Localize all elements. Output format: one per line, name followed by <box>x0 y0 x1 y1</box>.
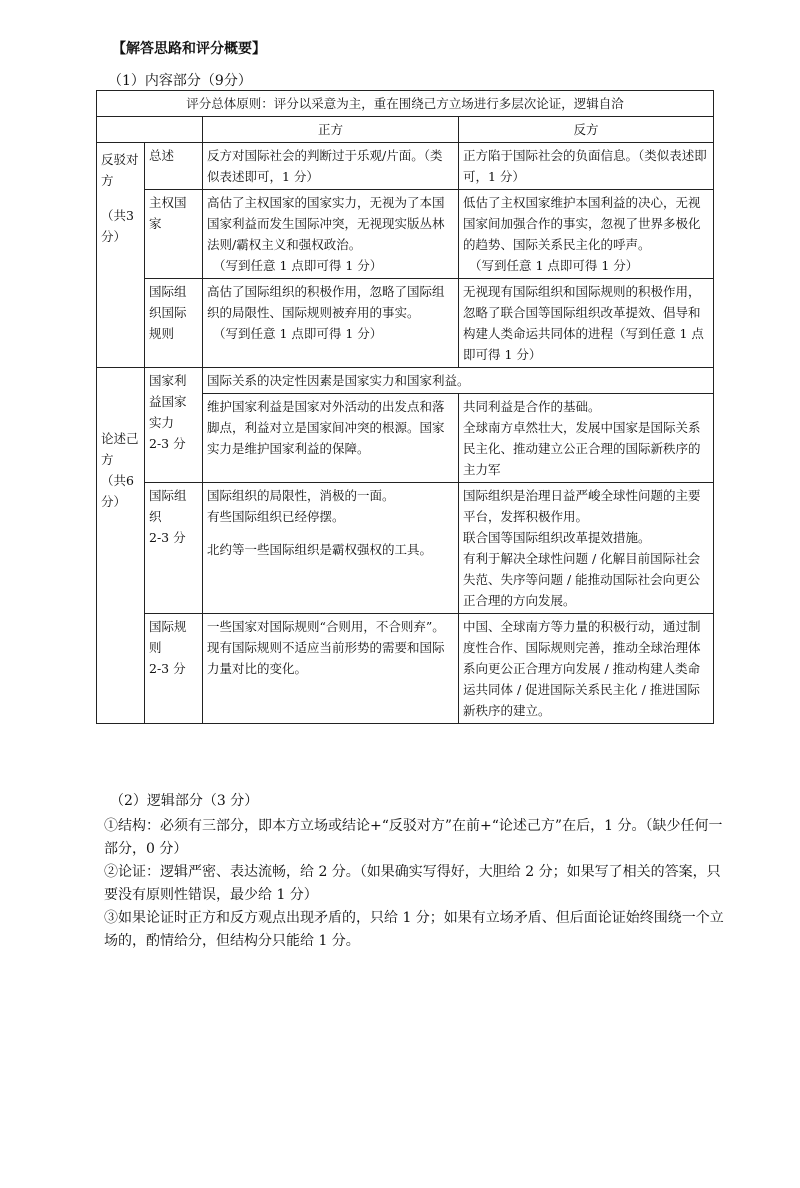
group-label-text: 论述己方 <box>101 431 139 467</box>
table-row <box>97 368 714 394</box>
row-label: 国际组织国际规则 <box>145 279 203 368</box>
row-label: 总述 <box>145 143 203 190</box>
con-note: （写到任意 1 点即可得 1 分） <box>469 258 639 273</box>
con-cell: 中国、全球南方等力量的积极行动，通过制度性合作、国际规则完善，推动全球治理体系向更公正合理方向发展 / 推动构建人类命运共同体 / 促进国际关系民主化 / 推进国际新秩序的建立。 <box>459 614 714 724</box>
con-cell <box>459 483 714 614</box>
group-points: （共3分） <box>101 208 134 244</box>
table-row <box>97 190 714 279</box>
pro-cell: 反方对国际社会的判断过于乐观/片面。（类似表述即可，1 分） <box>203 143 459 190</box>
pro-cell <box>203 279 459 368</box>
con-cell: 无视现有国际组织和国际规则的积极作用，忽略了联合国等国际组织改革提效、倡导和构建人类命运共同体的进程（写到任意 1 点即可得 1 分） <box>459 279 714 368</box>
row-points: 2-3 分 <box>149 530 186 545</box>
pro-note: （写到任意 1 点即可得 1 分） <box>213 326 383 341</box>
header-blank <box>97 117 203 143</box>
pro-cell <box>203 614 459 724</box>
rebut-group-label <box>97 143 145 368</box>
row-points: 2-3 分 <box>149 436 186 451</box>
con-cell <box>459 394 714 483</box>
pro-text: 国际组织的局限性，消极的一面。 <box>207 488 395 503</box>
pro-text: 一些国家对国际规则“合则用，不合则弃”。 <box>207 619 445 634</box>
shared-cell: 国际关系的决定性因素是国家实力和国家利益。 <box>203 368 714 394</box>
table-row <box>97 279 714 368</box>
table-row <box>97 483 714 614</box>
con-text: 国际组织是治理日益严峻全球性问题的主要平台，发挥积极作用。 <box>463 488 701 524</box>
group-label-text: 反驳对方 <box>101 152 139 188</box>
logic-section-title: （2）逻辑部分（3 分） <box>110 793 259 809</box>
content-section-title: （1）内容部分（9分） <box>108 73 252 89</box>
page-heading: 【解答思路和评分概要】 <box>112 41 266 57</box>
scoring-table <box>96 90 714 724</box>
pro-cell: 维护国家利益是国家对外活动的出发点和落脚点，利益对立是国家间冲突的根源。国家实力是维护国家利益的保障。 <box>203 394 459 483</box>
row-label <box>145 483 203 614</box>
pro-text: 高估了主权国家的国家实力，无视为了本国国家利益而发生国际冲突，无视现实版丛林法则/霸权主义和强权政治。 <box>207 195 445 252</box>
principle-row <box>97 91 714 117</box>
logic-item-argument: ②论证：逻辑严密、表达流畅，给 2 分。（如果确实写得好，大胆给 2 分；如果写了相关的答案，只要没有原则性错误，最少给 1 分） <box>104 864 721 903</box>
pro-text: 现有国际规则不适应当前形势的需要和国际力量对比的变化。 <box>207 640 445 676</box>
row-points: 2-3 分 <box>149 661 186 676</box>
row-label-text: 国际组织 <box>149 488 187 524</box>
pro-cell <box>203 483 459 614</box>
con-cell <box>459 190 714 279</box>
principle-cell: 评分总体原则：评分以采意为主，重在围绕己方立场进行多层次论证，逻辑自洽 <box>97 91 714 117</box>
con-text: 全球南方卓然壮大，发展中国家是国际关系民主化、推动建立公正合理的国际新秩序的主力军 <box>463 420 701 477</box>
column-header-con: 反方 <box>459 117 714 143</box>
pro-cell <box>203 190 459 279</box>
con-text: 有利于解决全球性问题 / 化解目前国际社会失范、失序等问题 / 能推动国际社会向更公正合理的方向发展。 <box>463 551 701 608</box>
table-row <box>97 143 714 190</box>
pro-text: 北约等一些国际组织是霸权强权的工具。 <box>207 542 433 557</box>
column-header-row <box>97 117 714 143</box>
group-points: （共6分） <box>101 473 134 509</box>
row-label-text: 国家利益国家实力 <box>149 373 187 430</box>
argue-group-label <box>97 368 145 724</box>
pro-note: （写到任意 1 点即可得 1 分） <box>213 258 383 273</box>
row-label <box>145 614 203 724</box>
con-text: 联合国等国际组织改革提效措施。 <box>463 530 651 545</box>
logic-item-contradiction: ③如果论证时正方和反方观点出现矛盾的，只给 1 分；如果有立场矛盾、但后面论证始终围绕一个立场的，酌情给分，但结构分只能给 1 分。 <box>104 910 724 949</box>
con-text: 低估了主权国家维护本国利益的决心，无视国家间加强合作的事实，忽视了世界多极化的趋势、国际关系民主化的呼声。 <box>463 195 701 252</box>
pro-text: 高估了国际组织的积极作用，忽略了国际组织的局限性、国际规则被弃用的事实。 <box>207 284 445 320</box>
pro-text: 有些国际组织已经停摆。 <box>207 509 345 524</box>
row-label-text: 国际规则 <box>149 619 187 655</box>
con-cell: 正方陷于国际社会的负面信息。（类似表述即可，1 分） <box>459 143 714 190</box>
row-label <box>145 368 203 483</box>
logic-item-structure: ①结构：必须有三部分，即本方立场或结论+“反驳对方”在前+“论述己方”在后，1 分。（缺少任何一部分，0 分） <box>104 818 723 857</box>
column-header-pro: 正方 <box>203 117 459 143</box>
row-label: 主权国家 <box>145 190 203 279</box>
logic-section <box>104 790 724 953</box>
con-text: 共同利益是合作的基础。 <box>463 399 601 414</box>
table-row <box>97 614 714 724</box>
